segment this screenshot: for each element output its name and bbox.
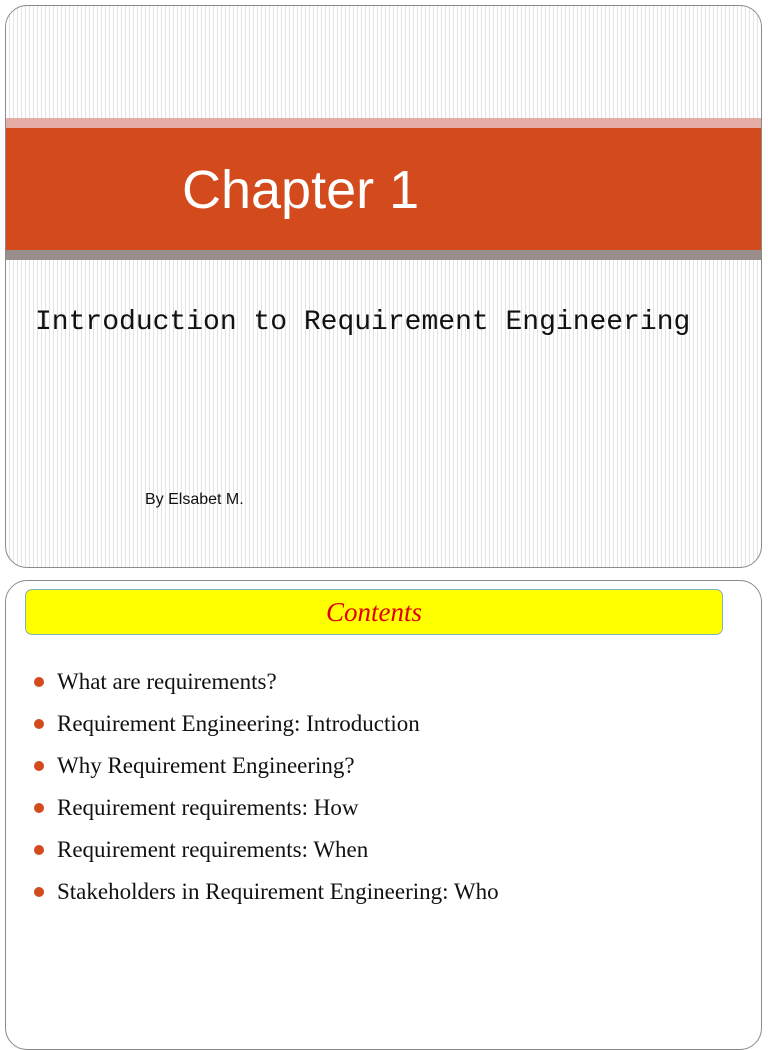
list-item-text: Stakeholders in Requirement Engineering: Who [57,879,499,904]
slide-subtitle: Introduction to Requirement Engineering [35,307,691,338]
bullet-icon [34,719,44,729]
list-item [34,787,499,829]
contents-slide [5,580,762,1050]
title-slide [5,5,762,568]
list-item [34,703,499,745]
bullet-icon [34,803,44,813]
list-item [34,745,499,787]
contents-list [34,661,499,913]
list-item [34,661,499,703]
bullet-icon [34,677,44,687]
list-item-text: What are requirements? [57,669,277,694]
title-band-bottom-stripe [6,250,761,260]
list-item [34,871,499,913]
list-item-text: Requirement requirements: When [57,837,369,862]
list-item-text: Requirement requirements: How [57,795,359,820]
list-item-text: Requirement Engineering: Introduction [57,711,420,736]
bullet-icon [34,761,44,771]
contents-heading-box [25,589,723,635]
bullet-icon [34,887,44,897]
author-credit: By Elsabet M. [145,491,244,508]
contents-heading: Contents [325,597,422,627]
list-item [34,829,499,871]
bullet-icon [34,845,44,855]
chapter-title: Chapter 1 [182,160,420,220]
list-item-text: Why Requirement Engineering? [57,753,355,778]
title-band-top-stripe [6,118,761,128]
